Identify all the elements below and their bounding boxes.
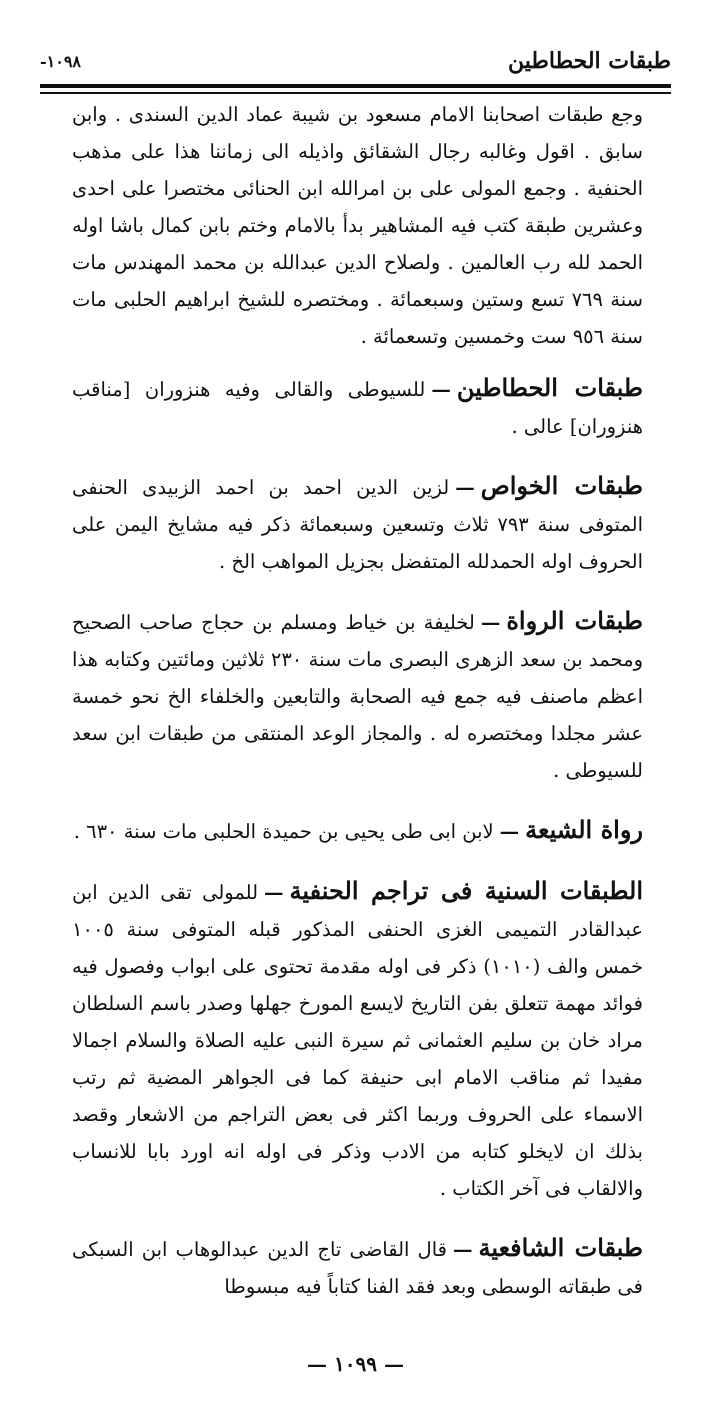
- entry-dash: —: [264, 881, 284, 904]
- page-number: — ١٠٩٩ —: [307, 1352, 404, 1376]
- entry-paragraph: [72, 602, 643, 789]
- body-text: [72, 96, 643, 1327]
- entry-paragraph: [72, 872, 643, 1207]
- header-rule-thin: [40, 92, 671, 94]
- book-page: [40, 40, 671, 1380]
- entry-text: لزين الدين احمد بن احمد الزبيدى الحنفى المتوفى سنة ٧٩٣ ثلاث وتسعين وسبعمائة ذكر فيه مشايخ اليمن على الحروف اوله الحمدلله المتفضل بجزيل المواهب الخ .: [72, 476, 643, 573]
- entry-dash: —: [452, 1238, 473, 1261]
- running-header: [40, 40, 671, 82]
- entry-dash: —: [499, 820, 520, 843]
- running-title: طبقات الحطاطين: [507, 48, 671, 74]
- entry-dash: —: [455, 476, 475, 499]
- entry-heading: الطبقات السنية فى تراجم الحنفية: [289, 876, 643, 905]
- entry-heading: طبقات الخواص: [480, 471, 643, 500]
- entry-dash: —: [480, 611, 501, 634]
- entry-text: للمولى تقى الدين ابن عبدالقادر التميمى الغزى الحنفى المذكور قبله المتوفى سنة ١٠٠٥ خمس والف (١٠١٠) ذكر فى اوله مقدمة تحتوى على ابواب وفصول فيه فوائد مهمة تتعلق بفن التاريخ لايسع المورخ جهلها وصدر باسم السلطان مراد خان بن سليم العثمانى ثم سيرة النبى عليه الصلاة والسلام اجمالا مفيدا ثم مناقب الامام ابى حنيفة كما فى الجواهر المضية ثم رتب الاسماء على الحروف وربما اكثر فى بعض التراجم من الاشعار وقصد بذلك ان لايخلو كتابه من الادب وذكر فى اوله انه اورد بابا للانساب والالقاب فى آخر الكتاب .: [72, 881, 643, 1200]
- entry-dash: —: [431, 378, 451, 401]
- entry-paragraph: [72, 467, 643, 580]
- entry-text: لابن ابى طى يحيى بن حميدة الحلبى مات سنة ٦٣٠ .: [73, 820, 494, 843]
- intro-text: وجع طبقات اصحابنا الامام مسعود بن شيبة عماد الدين السندى . وابن سابق . اقول وغالبه رجال الشقائق واذيله الى زماننا هذا على مذهب الحنفية . وجمع المولى على بن امرالله ابن الحنائى مختصرا على احدى وعشرين طبقة كتب فيه المشاهير بدأ بالامام وختم بابن كمال باشا اوله الحمد لله رب العالمين . ولصلاح الدين عبدالله بن محمد المهندس مات سنة ٧٦٩ تسع وستين وسبعمائة . ومختصره للشيخ ابراهيم الحلبى مات سنة ٩٥٦ ست وخمسين وتسعمائة .: [72, 103, 643, 348]
- entry-paragraph: [72, 811, 643, 850]
- entry-heading: رواة الشيعة: [525, 815, 643, 844]
- entry-heading: طبقات الرواة: [506, 606, 643, 635]
- entry-paragraph: [72, 369, 643, 445]
- entry-heading: طبقات الحطاطين: [456, 373, 643, 402]
- entry-text: قال القاضى تاج الدين عبدالوهاب ابن السبكى فى طبقاته الوسطى وبعد فقد الفنا كتاباً فيه مبسوطا: [72, 1238, 643, 1298]
- header-rule-thick: [40, 84, 671, 88]
- running-folio: -١٠٩٨: [40, 51, 82, 71]
- entry-text: للسيوطى والقالى وفيه هنزوران [مناقب هنزوران] عالى .: [72, 378, 643, 438]
- entry-heading: طبقات الشافعية: [478, 1233, 643, 1262]
- entry-paragraph: [72, 1229, 643, 1305]
- intro-paragraph: [72, 96, 643, 355]
- entry-text: لخليفة بن خياط ومسلم بن حجاج صاحب الصحيح ومحمد بن سعد الزهرى البصرى مات سنة ٢٣٠ ثلاثين ومائتين وكتابه هذا اعظم ماصنف فيه جمع فيه الصحابة والتابعين والخلفاء الخ نحو خمسة عشر مجلدا ومختصره له . والمجاز الوعد المنتقى من طبقات ابن سعد للسيوطى .: [72, 611, 644, 782]
